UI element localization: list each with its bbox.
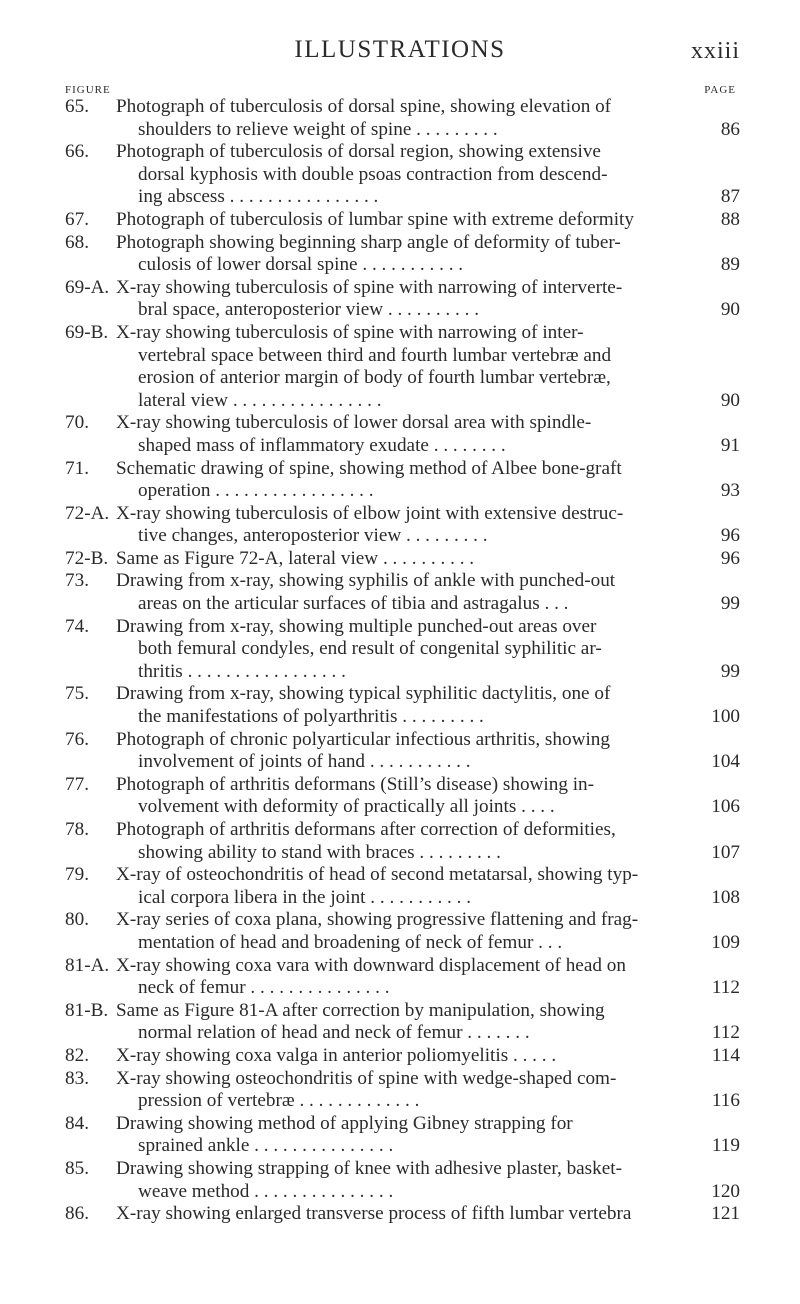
figure-caption bbox=[116, 141, 678, 209]
list-item bbox=[65, 864, 740, 909]
caption-line: dorsal kyphosis with double psoas contraction from descend- bbox=[138, 163, 608, 185]
figure-caption bbox=[116, 232, 678, 277]
page-number: 106 bbox=[711, 796, 740, 818]
page-number: 116 bbox=[711, 1090, 740, 1112]
caption-line: Photograph showing beginning sharp angle of deformity of tuber- bbox=[116, 231, 621, 253]
list-item bbox=[65, 209, 740, 232]
caption-line: X-ray showing osteochondritis of spine with wedge-shaped com- bbox=[116, 1067, 617, 1089]
caption-line: culosis of lower dorsal spine . . . . . . . . . . . bbox=[138, 254, 464, 276]
page-number: 96 bbox=[720, 525, 740, 547]
caption-line: normal relation of head and neck of femur . . . . . . . bbox=[138, 1022, 530, 1044]
caption-line: erosion of anterior margin of body of fourth lumbar vertebræ, bbox=[138, 367, 611, 389]
figure-caption bbox=[116, 683, 678, 728]
figure-number: 69-A. bbox=[65, 276, 110, 298]
figure-number: 74. bbox=[65, 615, 89, 637]
figure-caption bbox=[116, 864, 678, 909]
figure-caption bbox=[116, 819, 678, 864]
list-item bbox=[65, 232, 740, 277]
list-item bbox=[65, 1203, 740, 1226]
page-number: 99 bbox=[720, 660, 740, 682]
caption-line: volvement with deformity of practically all joints . . . . bbox=[138, 796, 555, 818]
figure-number: 80. bbox=[65, 909, 89, 931]
caption-line: shaped mass of inflammatory exudate . . . . . . . . bbox=[138, 434, 506, 456]
figure-caption bbox=[116, 1203, 678, 1226]
figure-number: 67. bbox=[65, 208, 89, 230]
page-number: 120 bbox=[711, 1180, 740, 1202]
caption-line: ing abscess . . . . . . . . . . . . . . . . bbox=[138, 186, 379, 208]
caption-line: operation . . . . . . . . . . . . . . . . . bbox=[138, 480, 374, 502]
figure-caption bbox=[116, 412, 678, 457]
caption-line: X-ray showing coxa vara with downward displacement of head on bbox=[116, 954, 626, 976]
figure-caption bbox=[116, 548, 678, 571]
page-number: 90 bbox=[720, 389, 740, 411]
page-number: 91 bbox=[720, 434, 740, 456]
list-item bbox=[65, 774, 740, 819]
caption-line: mentation of head and broadening of neck of femur . . . bbox=[138, 931, 563, 953]
figure-number: 81-B. bbox=[65, 999, 109, 1021]
caption-line: neck of femur . . . . . . . . . . . . . . . bbox=[138, 977, 390, 999]
caption-line: tive changes, anteroposterior view . . . . . . . . . bbox=[138, 525, 488, 547]
caption-line: bral space, anteroposterior view . . . . . . . . . . bbox=[138, 299, 480, 321]
page-number: 121 bbox=[711, 1203, 740, 1225]
figure-number: 66. bbox=[65, 141, 89, 163]
caption-line: lateral view . . . . . . . . . . . . . . . . bbox=[138, 389, 382, 411]
caption-line: Photograph of tuberculosis of lumbar spine with extreme deformity bbox=[116, 208, 634, 230]
figure-number: 82. bbox=[65, 1044, 89, 1066]
figure-caption bbox=[116, 1045, 678, 1068]
caption-line: X-ray showing tuberculosis of spine with narrowing of interverte- bbox=[116, 276, 623, 298]
page-number: 86 bbox=[720, 118, 740, 140]
list-item bbox=[65, 729, 740, 774]
page-number: 99 bbox=[720, 593, 740, 615]
page-number: 119 bbox=[711, 1135, 740, 1157]
caption-line: thritis . . . . . . . . . . . . . . . . . bbox=[138, 660, 346, 682]
figure-number: 71. bbox=[65, 457, 89, 479]
figure-number: 65. bbox=[65, 96, 89, 117]
caption-line: vertebral space between third and fourth lumbar vertebræ and bbox=[138, 344, 612, 366]
figure-number: 68. bbox=[65, 231, 89, 253]
page-number: 104 bbox=[711, 751, 740, 773]
caption-line: Drawing showing strapping of knee with adhesive plaster, basket- bbox=[116, 1157, 622, 1179]
running-head bbox=[60, 30, 740, 70]
list-item bbox=[65, 277, 740, 322]
caption-line: X-ray showing enlarged transverse process of fifth lumbar vertebra bbox=[116, 1203, 632, 1225]
page-number: 100 bbox=[711, 706, 740, 728]
list-item bbox=[65, 955, 740, 1000]
caption-line: ical corpora libera in the joint . . . . . . . . . . . bbox=[138, 886, 472, 908]
figure-caption bbox=[116, 909, 678, 954]
caption-line: Photograph of arthritis deformans (Still’s disease) showing in- bbox=[116, 773, 595, 795]
figure-caption bbox=[116, 277, 678, 322]
caption-line: Photograph of arthritis deformans after correction of deformities, bbox=[116, 819, 616, 840]
page-number: 88 bbox=[720, 208, 740, 230]
figure-number: 73. bbox=[65, 570, 89, 592]
figure-caption bbox=[116, 96, 678, 141]
figure-number: 84. bbox=[65, 1112, 89, 1134]
list-item bbox=[65, 1045, 740, 1068]
figure-caption bbox=[116, 570, 678, 615]
caption-line: Drawing showing method of applying Gibney strapping for bbox=[116, 1112, 573, 1134]
page-column-heading: PAGE bbox=[704, 84, 736, 96]
page-number: 114 bbox=[711, 1044, 740, 1066]
illustrations-list bbox=[65, 96, 740, 1226]
list-item bbox=[65, 1068, 740, 1113]
caption-line: the manifestations of polyarthritis . . . . . . . . . bbox=[138, 706, 484, 728]
figure-number: 72-B. bbox=[65, 547, 109, 569]
figure-number: 79. bbox=[65, 864, 89, 886]
list-item bbox=[65, 503, 740, 548]
list-item bbox=[65, 1158, 740, 1203]
caption-line: both femural condyles, end result of congenital syphilitic ar- bbox=[138, 638, 602, 660]
list-item bbox=[65, 570, 740, 615]
list-item bbox=[65, 141, 740, 209]
list-item bbox=[65, 322, 740, 412]
caption-line: X-ray of osteochondritis of head of second metatarsal, showing typ- bbox=[116, 864, 639, 886]
caption-line: Same as Figure 72-A, lateral view . . . . . . . . . . bbox=[116, 547, 475, 569]
figure-caption bbox=[116, 503, 678, 548]
caption-line: X-ray showing tuberculosis of lower dorsal area with spindle- bbox=[116, 412, 592, 434]
figure-number: 72-A. bbox=[65, 502, 110, 524]
figure-caption bbox=[116, 458, 678, 503]
figure-caption bbox=[116, 1068, 678, 1113]
figure-number: 81-A. bbox=[65, 954, 110, 976]
caption-line: sprained ankle . . . . . . . . . . . . . . . bbox=[138, 1135, 394, 1157]
list-item bbox=[65, 683, 740, 728]
figure-number: 75. bbox=[65, 683, 89, 705]
caption-line: Drawing from x-ray, showing syphilis of ankle with punched-out bbox=[116, 570, 616, 592]
page-title: ILLUSTRATIONS bbox=[294, 36, 506, 63]
caption-line: Drawing from x-ray, showing typical syphilitic dactylitis, one of bbox=[116, 683, 611, 705]
figure-number: 86. bbox=[65, 1203, 89, 1225]
figure-caption bbox=[116, 1113, 678, 1158]
figure-caption bbox=[116, 1158, 678, 1203]
caption-line: Photograph of tuberculosis of dorsal region, showing extensive bbox=[116, 141, 601, 163]
caption-line: areas on the articular surfaces of tibia and astragalus . . . bbox=[138, 593, 569, 615]
page-number: 112 bbox=[711, 977, 740, 999]
figure-caption bbox=[116, 729, 678, 774]
caption-line: Same as Figure 81-A after correction by manipulation, showing bbox=[116, 999, 605, 1021]
caption-line: X-ray showing tuberculosis of elbow joint with extensive destruc- bbox=[116, 502, 624, 524]
figure-caption bbox=[116, 322, 678, 412]
page-number: 87 bbox=[720, 186, 740, 208]
figure-caption bbox=[116, 774, 678, 819]
page-number: 89 bbox=[720, 254, 740, 276]
page-number: 108 bbox=[711, 886, 740, 908]
list-item bbox=[65, 1000, 740, 1045]
figure-number: 70. bbox=[65, 412, 89, 434]
page-folio: xxiii bbox=[690, 38, 740, 64]
caption-line: involvement of joints of hand . . . . . . . . . . . bbox=[138, 751, 471, 773]
caption-line: X-ray series of coxa plana, showing progressive flattening and frag- bbox=[116, 909, 639, 931]
caption-line: X-ray showing tuberculosis of spine with narrowing of inter- bbox=[116, 321, 584, 343]
figure-number: 78. bbox=[65, 819, 89, 840]
list-item bbox=[65, 458, 740, 503]
list-item bbox=[65, 819, 740, 864]
figure-caption bbox=[116, 616, 678, 684]
caption-line: Photograph of chronic polyarticular infectious arthritis, showing bbox=[116, 728, 610, 750]
figure-caption bbox=[116, 1000, 678, 1045]
figure-column-heading: FIGURE bbox=[65, 84, 111, 96]
caption-line: Drawing from x-ray, showing multiple punched-out areas over bbox=[116, 615, 597, 637]
caption-line: Schematic drawing of spine, showing method of Albee bone-graft bbox=[116, 457, 622, 479]
page-number: 109 bbox=[711, 931, 740, 953]
figure-caption bbox=[116, 209, 678, 232]
caption-line: showing ability to stand with braces . . . . . . . . . bbox=[138, 841, 501, 863]
page-number: 96 bbox=[720, 547, 740, 569]
caption-line: weave method . . . . . . . . . . . . . . . bbox=[138, 1180, 394, 1202]
caption-line: X-ray showing coxa valga in anterior poliomyelitis . . . . . bbox=[116, 1044, 557, 1066]
list-item bbox=[65, 616, 740, 684]
page-number: 93 bbox=[720, 480, 740, 502]
caption-line: Photograph of tuberculosis of dorsal spine, showing elevation of bbox=[116, 96, 612, 117]
figure-caption bbox=[116, 955, 678, 1000]
list-item bbox=[65, 548, 740, 571]
list-item bbox=[65, 909, 740, 954]
caption-line: shoulders to relieve weight of spine . . . . . . . . . bbox=[138, 118, 498, 140]
figure-number: 83. bbox=[65, 1067, 89, 1089]
page-number: 90 bbox=[720, 299, 740, 321]
page-number: 107 bbox=[711, 841, 740, 863]
list-item bbox=[65, 1113, 740, 1158]
list-item bbox=[65, 96, 740, 141]
figure-number: 85. bbox=[65, 1157, 89, 1179]
figure-number: 76. bbox=[65, 728, 89, 750]
list-item bbox=[65, 412, 740, 457]
figure-number: 69-B. bbox=[65, 321, 109, 343]
figure-number: 77. bbox=[65, 773, 89, 795]
caption-line: pression of vertebræ . . . . . . . . . . . . . bbox=[138, 1090, 420, 1112]
page-number: 112 bbox=[711, 1022, 740, 1044]
